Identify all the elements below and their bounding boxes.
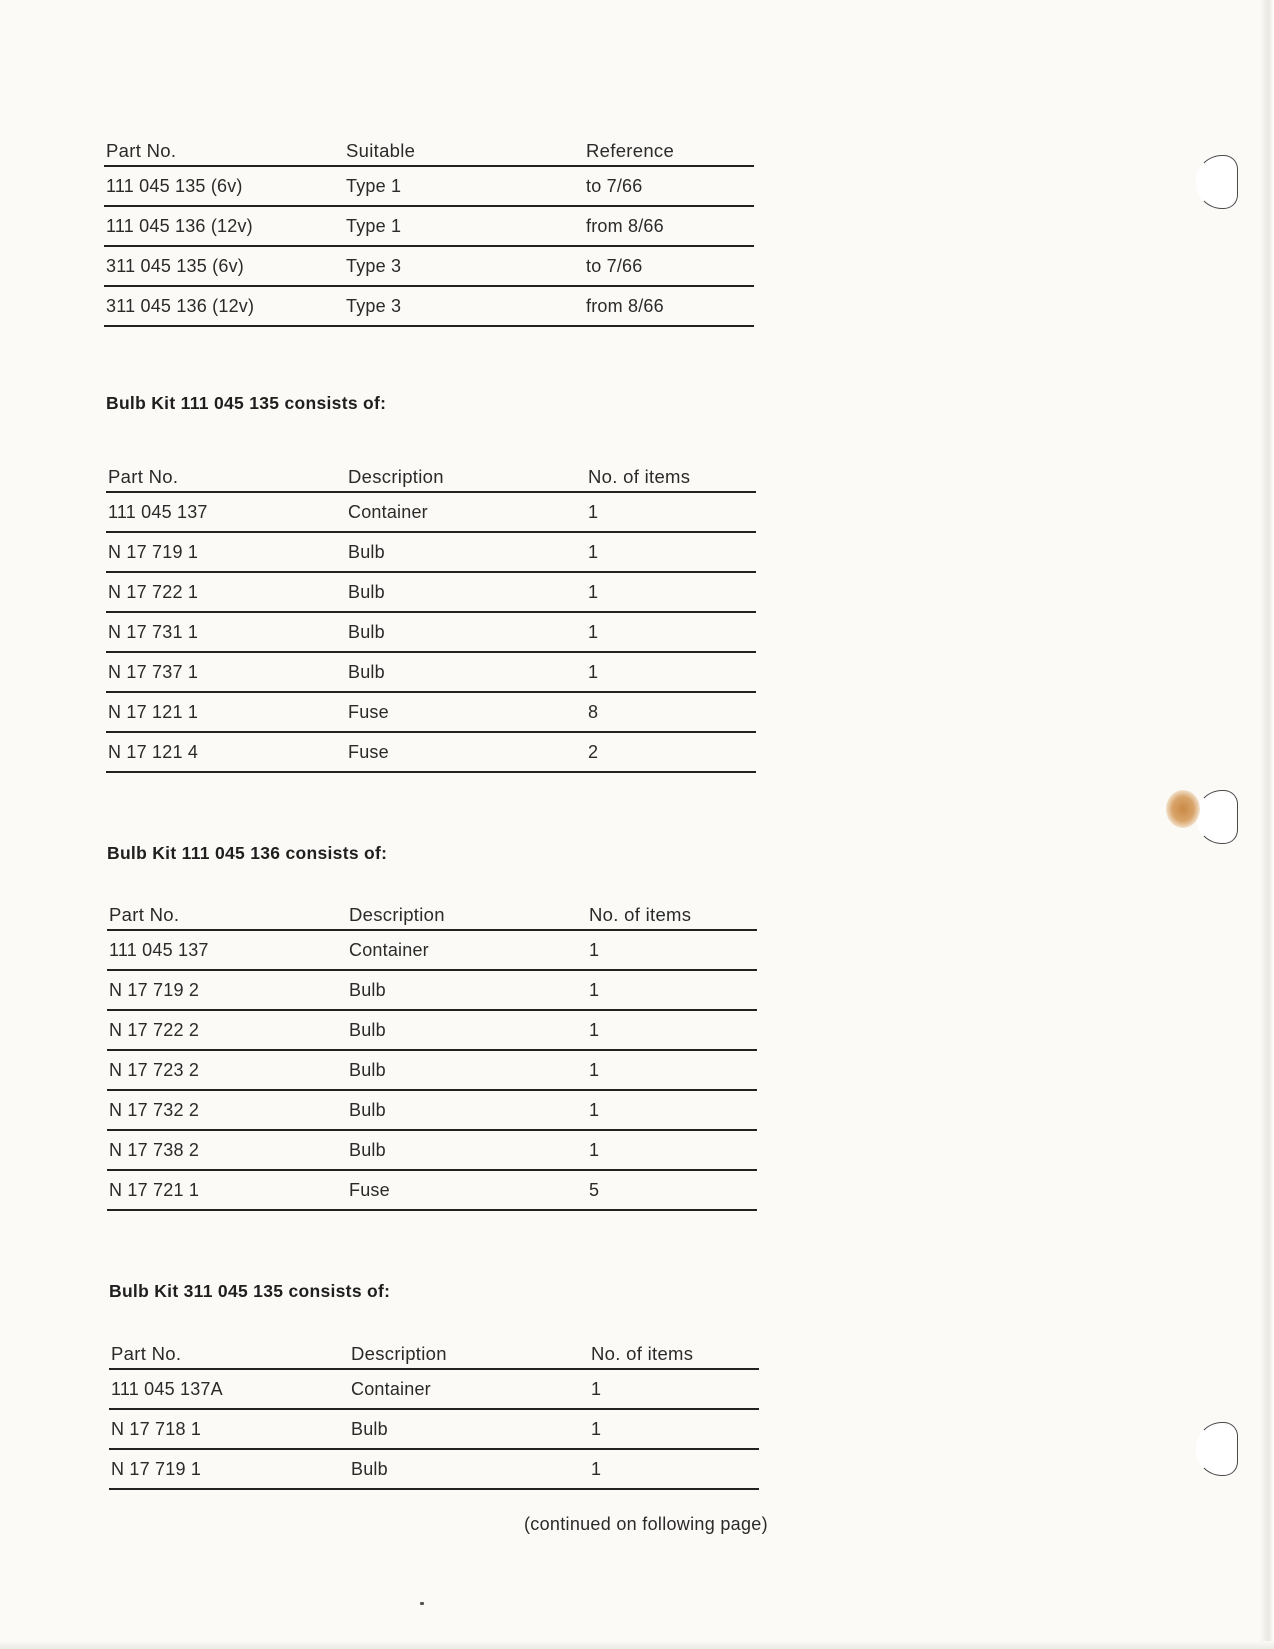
column-header-no-of-items: No. of items xyxy=(591,1335,759,1369)
description-cell: Bulb xyxy=(348,652,588,692)
description-cell: Bulb xyxy=(348,572,588,612)
table-header-row xyxy=(107,896,757,930)
table-row xyxy=(107,1010,757,1050)
table-header-row xyxy=(104,132,754,166)
quantity-cell: 1 xyxy=(588,532,756,572)
table-row xyxy=(107,970,757,1010)
part-number-cell: 111 045 137A xyxy=(109,1369,351,1409)
column-header-no-of-items: No. of items xyxy=(588,458,756,492)
quantity-cell: 1 xyxy=(588,612,756,652)
description-cell: Bulb xyxy=(349,1010,589,1050)
part-number-cell: N 17 722 2 xyxy=(107,1010,349,1050)
paper-stain xyxy=(1166,790,1200,828)
table-row xyxy=(106,692,756,732)
part-number-cell: 111 045 135 (6v) xyxy=(104,166,346,206)
description-cell: Fuse xyxy=(349,1170,589,1210)
table-row xyxy=(104,246,754,286)
reference-cell: to 7/66 xyxy=(586,246,754,286)
page-edge xyxy=(1260,0,1274,1649)
description-cell: Container xyxy=(349,930,589,970)
description-cell: Bulb xyxy=(348,532,588,572)
part-number-cell: 311 045 136 (12v) xyxy=(104,286,346,326)
part-number-cell: N 17 737 1 xyxy=(106,652,348,692)
quantity-cell: 1 xyxy=(588,572,756,612)
description-cell: Container xyxy=(351,1369,591,1409)
suitability-table xyxy=(104,132,754,327)
quantity-cell: 1 xyxy=(589,970,757,1010)
table-row xyxy=(107,1130,757,1170)
table-row xyxy=(107,1090,757,1130)
column-header-no-of-items: No. of items xyxy=(589,896,757,930)
table-row xyxy=(109,1409,759,1449)
column-header-part-no: Part No. xyxy=(106,458,348,492)
kit-table-111-045-136 xyxy=(107,896,757,1211)
table-row xyxy=(106,612,756,652)
description-cell: Bulb xyxy=(349,1090,589,1130)
table-row xyxy=(109,1369,759,1409)
description-cell: Bulb xyxy=(351,1409,591,1449)
suitable-cell: Type 1 xyxy=(346,166,586,206)
kit-heading-111-045-135: Bulb Kit 111 045 135 consists of: xyxy=(106,393,387,413)
column-header-part-no: Part No. xyxy=(104,132,346,166)
reference-cell: from 8/66 xyxy=(586,206,754,246)
reference-cell: to 7/66 xyxy=(586,166,754,206)
description-cell: Bulb xyxy=(349,970,589,1010)
table-row xyxy=(109,1449,759,1489)
table-header-row xyxy=(109,1335,759,1369)
quantity-cell: 1 xyxy=(591,1369,759,1409)
table-row xyxy=(106,732,756,772)
quantity-cell: 5 xyxy=(589,1170,757,1210)
description-cell: Bulb xyxy=(348,612,588,652)
description-cell: Bulb xyxy=(351,1449,591,1489)
part-number-cell: N 17 719 1 xyxy=(106,532,348,572)
kit-heading-311-045-135: Bulb Kit 311 045 135 consists of: xyxy=(109,1281,391,1301)
quantity-cell: 1 xyxy=(589,930,757,970)
table-header-row xyxy=(106,458,756,492)
page-bottom-edge xyxy=(0,1641,1274,1649)
part-number-cell: N 17 721 1 xyxy=(107,1170,349,1210)
part-number-cell: N 17 723 2 xyxy=(107,1050,349,1090)
part-number-cell: N 17 719 2 xyxy=(107,970,349,1010)
part-number-cell: 111 045 137 xyxy=(106,492,348,532)
quantity-cell: 1 xyxy=(589,1090,757,1130)
part-number-cell: N 17 718 1 xyxy=(109,1409,351,1449)
table-row xyxy=(107,930,757,970)
quantity-cell: 1 xyxy=(589,1130,757,1170)
column-header-reference: Reference xyxy=(586,132,754,166)
kit-table-311-045-135 xyxy=(109,1335,759,1490)
description-cell: Fuse xyxy=(348,732,588,772)
part-number-cell: N 17 719 1 xyxy=(109,1449,351,1489)
quantity-cell: 1 xyxy=(591,1409,759,1449)
table-row xyxy=(106,492,756,532)
table-row xyxy=(106,572,756,612)
table-row xyxy=(104,286,754,326)
quantity-cell: 1 xyxy=(589,1050,757,1090)
continued-note: (continued on following page) xyxy=(524,1514,768,1534)
binder-hole-bottom xyxy=(1196,1422,1238,1476)
kit-table-111-045-135 xyxy=(106,458,756,773)
description-cell: Fuse xyxy=(348,692,588,732)
description-cell: Bulb xyxy=(349,1130,589,1170)
table-row xyxy=(104,166,754,206)
part-number-cell: 311 045 135 (6v) xyxy=(104,246,346,286)
table-row xyxy=(106,652,756,692)
part-number-cell: 111 045 136 (12v) xyxy=(104,206,346,246)
part-number-cell: N 17 732 2 xyxy=(107,1090,349,1130)
column-header-description: Description xyxy=(348,458,588,492)
suitable-cell: Type 3 xyxy=(346,286,586,326)
table-row xyxy=(107,1050,757,1090)
description-cell: Bulb xyxy=(349,1050,589,1090)
paper-speck xyxy=(420,1602,424,1605)
column-header-part-no: Part No. xyxy=(107,896,349,930)
quantity-cell: 1 xyxy=(591,1449,759,1489)
suitable-cell: Type 3 xyxy=(346,246,586,286)
reference-cell: from 8/66 xyxy=(586,286,754,326)
part-number-cell: N 17 738 2 xyxy=(107,1130,349,1170)
column-header-description: Description xyxy=(349,896,589,930)
part-number-cell: N 17 731 1 xyxy=(106,612,348,652)
column-header-part-no: Part No. xyxy=(109,1335,351,1369)
quantity-cell: 1 xyxy=(588,652,756,692)
part-number-cell: N 17 722 1 xyxy=(106,572,348,612)
column-header-suitable: Suitable xyxy=(346,132,586,166)
quantity-cell: 1 xyxy=(588,492,756,532)
description-cell: Container xyxy=(348,492,588,532)
table-row xyxy=(104,206,754,246)
table-row xyxy=(107,1170,757,1210)
table-row xyxy=(106,532,756,572)
quantity-cell: 2 xyxy=(588,732,756,772)
part-number-cell: 111 045 137 xyxy=(107,930,349,970)
kit-heading-111-045-136: Bulb Kit 111 045 136 consists of: xyxy=(107,843,388,863)
binder-hole-top xyxy=(1196,155,1238,209)
quantity-cell: 8 xyxy=(588,692,756,732)
part-number-cell: N 17 121 4 xyxy=(106,732,348,772)
column-header-description: Description xyxy=(351,1335,591,1369)
suitable-cell: Type 1 xyxy=(346,206,586,246)
binder-hole-middle xyxy=(1196,790,1238,844)
quantity-cell: 1 xyxy=(589,1010,757,1050)
part-number-cell: N 17 121 1 xyxy=(106,692,348,732)
